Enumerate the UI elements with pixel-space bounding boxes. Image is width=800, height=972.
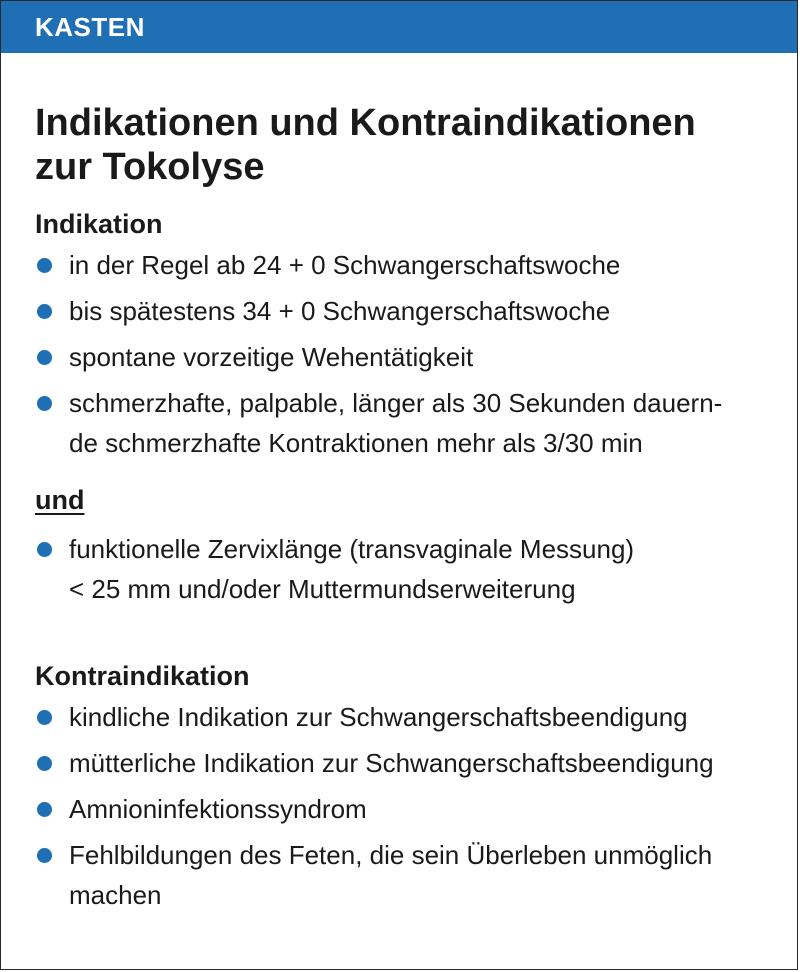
box-label: KASTEN bbox=[35, 11, 145, 42]
list-item bbox=[35, 291, 763, 331]
bullet-dot-icon bbox=[37, 710, 52, 725]
list-item-text: bis spätestens 34 + 0 Schwangerschaftswoche bbox=[69, 296, 611, 326]
bullet-dot-icon bbox=[37, 802, 52, 817]
list-item-text: spontane vorzeitige Wehentätigkeit bbox=[69, 342, 474, 372]
bullet-dot-icon bbox=[37, 258, 52, 273]
list-item bbox=[35, 245, 763, 285]
list-item bbox=[35, 697, 763, 737]
list-item-line-1: funktionelle Zervixlänge (transvaginale Messung) bbox=[69, 534, 635, 564]
list-item-text: Amnioninfektionssyndrom bbox=[69, 794, 367, 824]
list-item bbox=[35, 743, 763, 783]
list-item bbox=[35, 835, 763, 915]
bullet-dot-icon bbox=[37, 396, 52, 411]
list-item bbox=[35, 383, 763, 463]
list-item-text: mütterliche Indikation zur Schwangerschaftsbeendigung bbox=[69, 748, 714, 778]
bullet-dot-icon bbox=[37, 756, 52, 771]
list-item-line-2: de schmerzhafte Kontraktionen mehr als 3/30 min bbox=[69, 428, 643, 458]
list-item bbox=[35, 789, 763, 829]
list-item-text: in der Regel ab 24 + 0 Schwangerschaftswoche bbox=[69, 250, 621, 280]
box-content bbox=[1, 53, 797, 915]
bullet-dot-icon bbox=[37, 848, 52, 863]
list-item-line-1: Fehlbildungen des Feten, die sein Überleben unmöglich bbox=[69, 840, 713, 870]
connector-und: und bbox=[35, 485, 85, 515]
indikation-list bbox=[35, 245, 763, 463]
kontraindikation-list bbox=[35, 697, 763, 915]
kontraindikation-heading: Kontraindikation bbox=[35, 661, 250, 691]
bullet-dot-icon bbox=[37, 350, 52, 365]
box-title bbox=[35, 101, 763, 189]
list-item-line-1: schmerzhafte, palpable, länger als 30 Sekunden dauern- bbox=[69, 388, 723, 418]
list-item-text: kindliche Indikation zur Schwangerschaftsbeendigung bbox=[69, 702, 688, 732]
bullet-dot-icon bbox=[37, 542, 52, 557]
list-item-line-2: machen bbox=[69, 880, 162, 910]
box-header bbox=[1, 1, 797, 53]
bullet-dot-icon bbox=[37, 304, 52, 319]
title-line-2: zur Tokolyse bbox=[35, 146, 265, 188]
zusatz-list bbox=[35, 529, 763, 609]
list-item bbox=[35, 529, 763, 609]
title-line-1: Indikationen und Kontraindikationen bbox=[35, 102, 696, 144]
list-item-line-2: < 25 mm und/oder Muttermundserweiterung bbox=[69, 574, 576, 604]
list-item bbox=[35, 337, 763, 377]
indikation-heading: Indikation bbox=[35, 209, 163, 239]
